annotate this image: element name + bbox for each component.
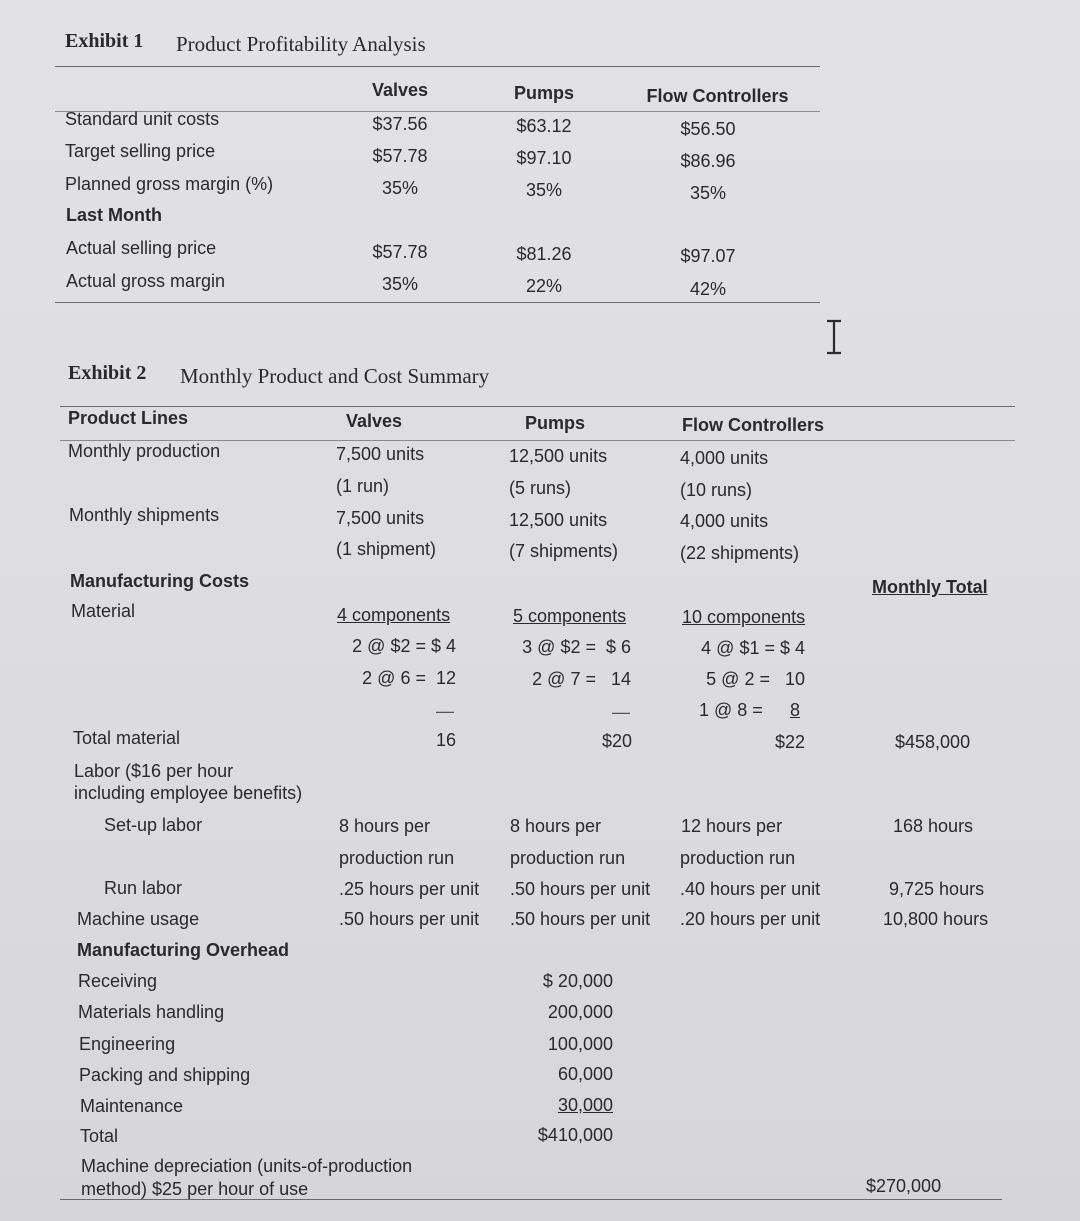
e1-cell: $56.50 (680, 119, 736, 139)
e2-material-line: 1 @ 8 = (699, 700, 763, 720)
e2-total: 9,725 hours (889, 879, 985, 899)
e2-depreciation-label: Machine depreciation (units-of-production (81, 1156, 413, 1176)
e1-cell: $63.12 (516, 116, 572, 136)
e2-cell: 7,500 units (336, 508, 425, 528)
e2-cell: (10 runs) (680, 480, 753, 500)
exhibit1-bottom-rule (55, 302, 820, 303)
e2-row-label: Run labor (104, 878, 183, 898)
e2-col-pumps: Pumps (525, 413, 586, 433)
e2-row-label: Monthly shipments (69, 505, 220, 525)
e2-cell: 4,000 units (680, 448, 769, 468)
e2-row-label: Total material (73, 728, 181, 748)
e2-manufacturing-costs-label: Manufacturing Costs (70, 571, 250, 591)
e2-material-line: 3 @ $2 = $ 6 (522, 637, 631, 657)
e2-overhead-label: Materials handling (78, 1002, 225, 1022)
e1-row-label: Actual selling price (66, 238, 217, 258)
e1-row-label: Standard unit costs (65, 109, 220, 129)
exhibit1-top-rule (55, 66, 820, 67)
exhibit2-top-rule (60, 406, 1015, 407)
e2-overhead-value: $ 20,000 (542, 971, 613, 991)
e2-manufacturing-overhead-label: Manufacturing Overhead (77, 940, 290, 960)
e2-col-flow: Flow Controllers (682, 415, 825, 435)
e1-section-last-month: Last Month (66, 205, 162, 225)
e2-total: $270,000 (866, 1176, 942, 1196)
e2-cell: (22 shipments) (680, 543, 800, 563)
e2-cell: .50 hours per unit (339, 909, 480, 929)
e1-cell: $97.07 (680, 246, 736, 266)
e2-cell: (1 run) (336, 476, 390, 496)
e2-overhead-label: Receiving (78, 971, 158, 991)
e2-cell: 8 hours per (510, 816, 602, 836)
e1-cell: $81.26 (516, 244, 572, 264)
e2-col-valves: Valves (346, 411, 403, 431)
e2-cell: .50 hours per unit (510, 909, 651, 929)
exhibit1-title: Product Profitability Analysis (176, 32, 426, 56)
e2-overhead-total-label: Total (80, 1126, 119, 1146)
e1-cell: $37.56 (372, 114, 428, 134)
e2-cell: 12,500 units (509, 510, 608, 530)
e2-overhead-total-value: $410,000 (537, 1125, 613, 1145)
e2-material-line: 5 @ 2 = 10 (706, 669, 805, 689)
e1-row-label: Planned gross margin (%) (65, 174, 274, 194)
e2-material-pumps-header: 5 components (513, 606, 627, 626)
e2-cell: (5 runs) (509, 478, 572, 498)
e2-cell: .20 hours per unit (680, 909, 821, 929)
e2-overhead-value: 60,000 (557, 1064, 613, 1084)
e2-cell: .25 hours per unit (339, 879, 480, 899)
e2-cell: (1 shipment) (336, 539, 437, 559)
e2-material-dash: — (612, 702, 630, 722)
e2-cell: 7,500 units (336, 444, 425, 464)
e2-cell: production run (680, 848, 796, 868)
e1-cell: 35% (381, 274, 419, 294)
e2-material-line: 2 @ 6 = 12 (362, 668, 456, 688)
e1-row-label: Target selling price (65, 141, 216, 161)
e2-cell: .50 hours per unit (510, 879, 651, 899)
e1-cell: 35% (689, 183, 727, 203)
e1-row-label: Actual gross margin (66, 271, 226, 291)
text-cursor-icon (822, 318, 846, 356)
e1-cell: $57.78 (372, 146, 428, 166)
e2-total: 168 hours (893, 816, 974, 836)
e1-cell: $86.96 (680, 151, 736, 171)
e2-depreciation-label: method) $25 per hour of use (81, 1179, 309, 1199)
e2-total: $458,000 (895, 732, 971, 752)
e2-material-line: 8 (790, 700, 801, 720)
e1-col-valves: Valves (371, 80, 429, 100)
e2-overhead-value: 30,000 (557, 1095, 613, 1115)
e2-monthly-total-label: Monthly Total (872, 577, 988, 597)
exhibit2-bottom-rule (60, 1199, 1002, 1200)
e2-row-label: Set-up labor (104, 815, 203, 835)
e2-cell: 8 hours per (339, 816, 431, 836)
e2-cell: 12 hours per (681, 816, 783, 836)
e2-material-line: 2 @ 7 = 14 (532, 669, 631, 689)
e1-cell: 22% (525, 276, 563, 296)
e2-row-label: Machine usage (77, 909, 200, 929)
e2-material-flow-header: 10 components (682, 607, 806, 627)
e2-material-valves-header: 4 components (337, 605, 451, 625)
e2-total: 10,800 hours (883, 909, 989, 929)
e2-cell: .40 hours per unit (680, 879, 821, 899)
e2-cell: production run (339, 848, 455, 868)
exhibit1-number: Exhibit 1 (65, 30, 144, 52)
exhibit2-title: Monthly Product and Cost Summary (180, 364, 490, 388)
e2-cell: 16 (435, 730, 456, 750)
e1-cell: 42% (689, 279, 727, 299)
e2-cell: production run (510, 848, 626, 868)
e2-labor-label: including employee benefits) (74, 783, 303, 803)
e1-col-pumps: Pumps (513, 83, 574, 103)
e2-row-label: Material (71, 601, 136, 621)
e2-cell: (7 shipments) (509, 541, 619, 561)
e2-cell: $20 (601, 731, 632, 751)
e2-row-label: Monthly production (68, 441, 221, 461)
exhibit2-number: Exhibit 2 (68, 362, 147, 384)
e2-overhead-value: 100,000 (547, 1034, 613, 1054)
e1-cell: $57.78 (372, 242, 428, 262)
e2-overhead-label: Maintenance (80, 1096, 184, 1116)
e1-cell: 35% (381, 178, 419, 198)
e2-overhead-label: Packing and shipping (79, 1065, 251, 1085)
e1-cell: 35% (525, 180, 563, 200)
e1-cell: $97.10 (516, 148, 572, 168)
e2-labor-label: Labor ($16 per hour (74, 761, 234, 781)
e2-material-dash: — (436, 701, 454, 721)
e2-material-line: 4 @ $1 = $ 4 (701, 638, 805, 658)
e2-cell: 12,500 units (509, 446, 608, 466)
e2-cell: 4,000 units (680, 511, 769, 531)
e1-col-flow: Flow Controllers (646, 86, 789, 106)
e2-overhead-label: Engineering (79, 1034, 176, 1054)
e2-material-line: 2 @ $2 = $ 4 (352, 636, 456, 656)
e2-cell: $22 (774, 732, 805, 752)
e2-overhead-value: 200,000 (547, 1002, 613, 1022)
e2-product-lines-label: Product Lines (68, 408, 189, 428)
